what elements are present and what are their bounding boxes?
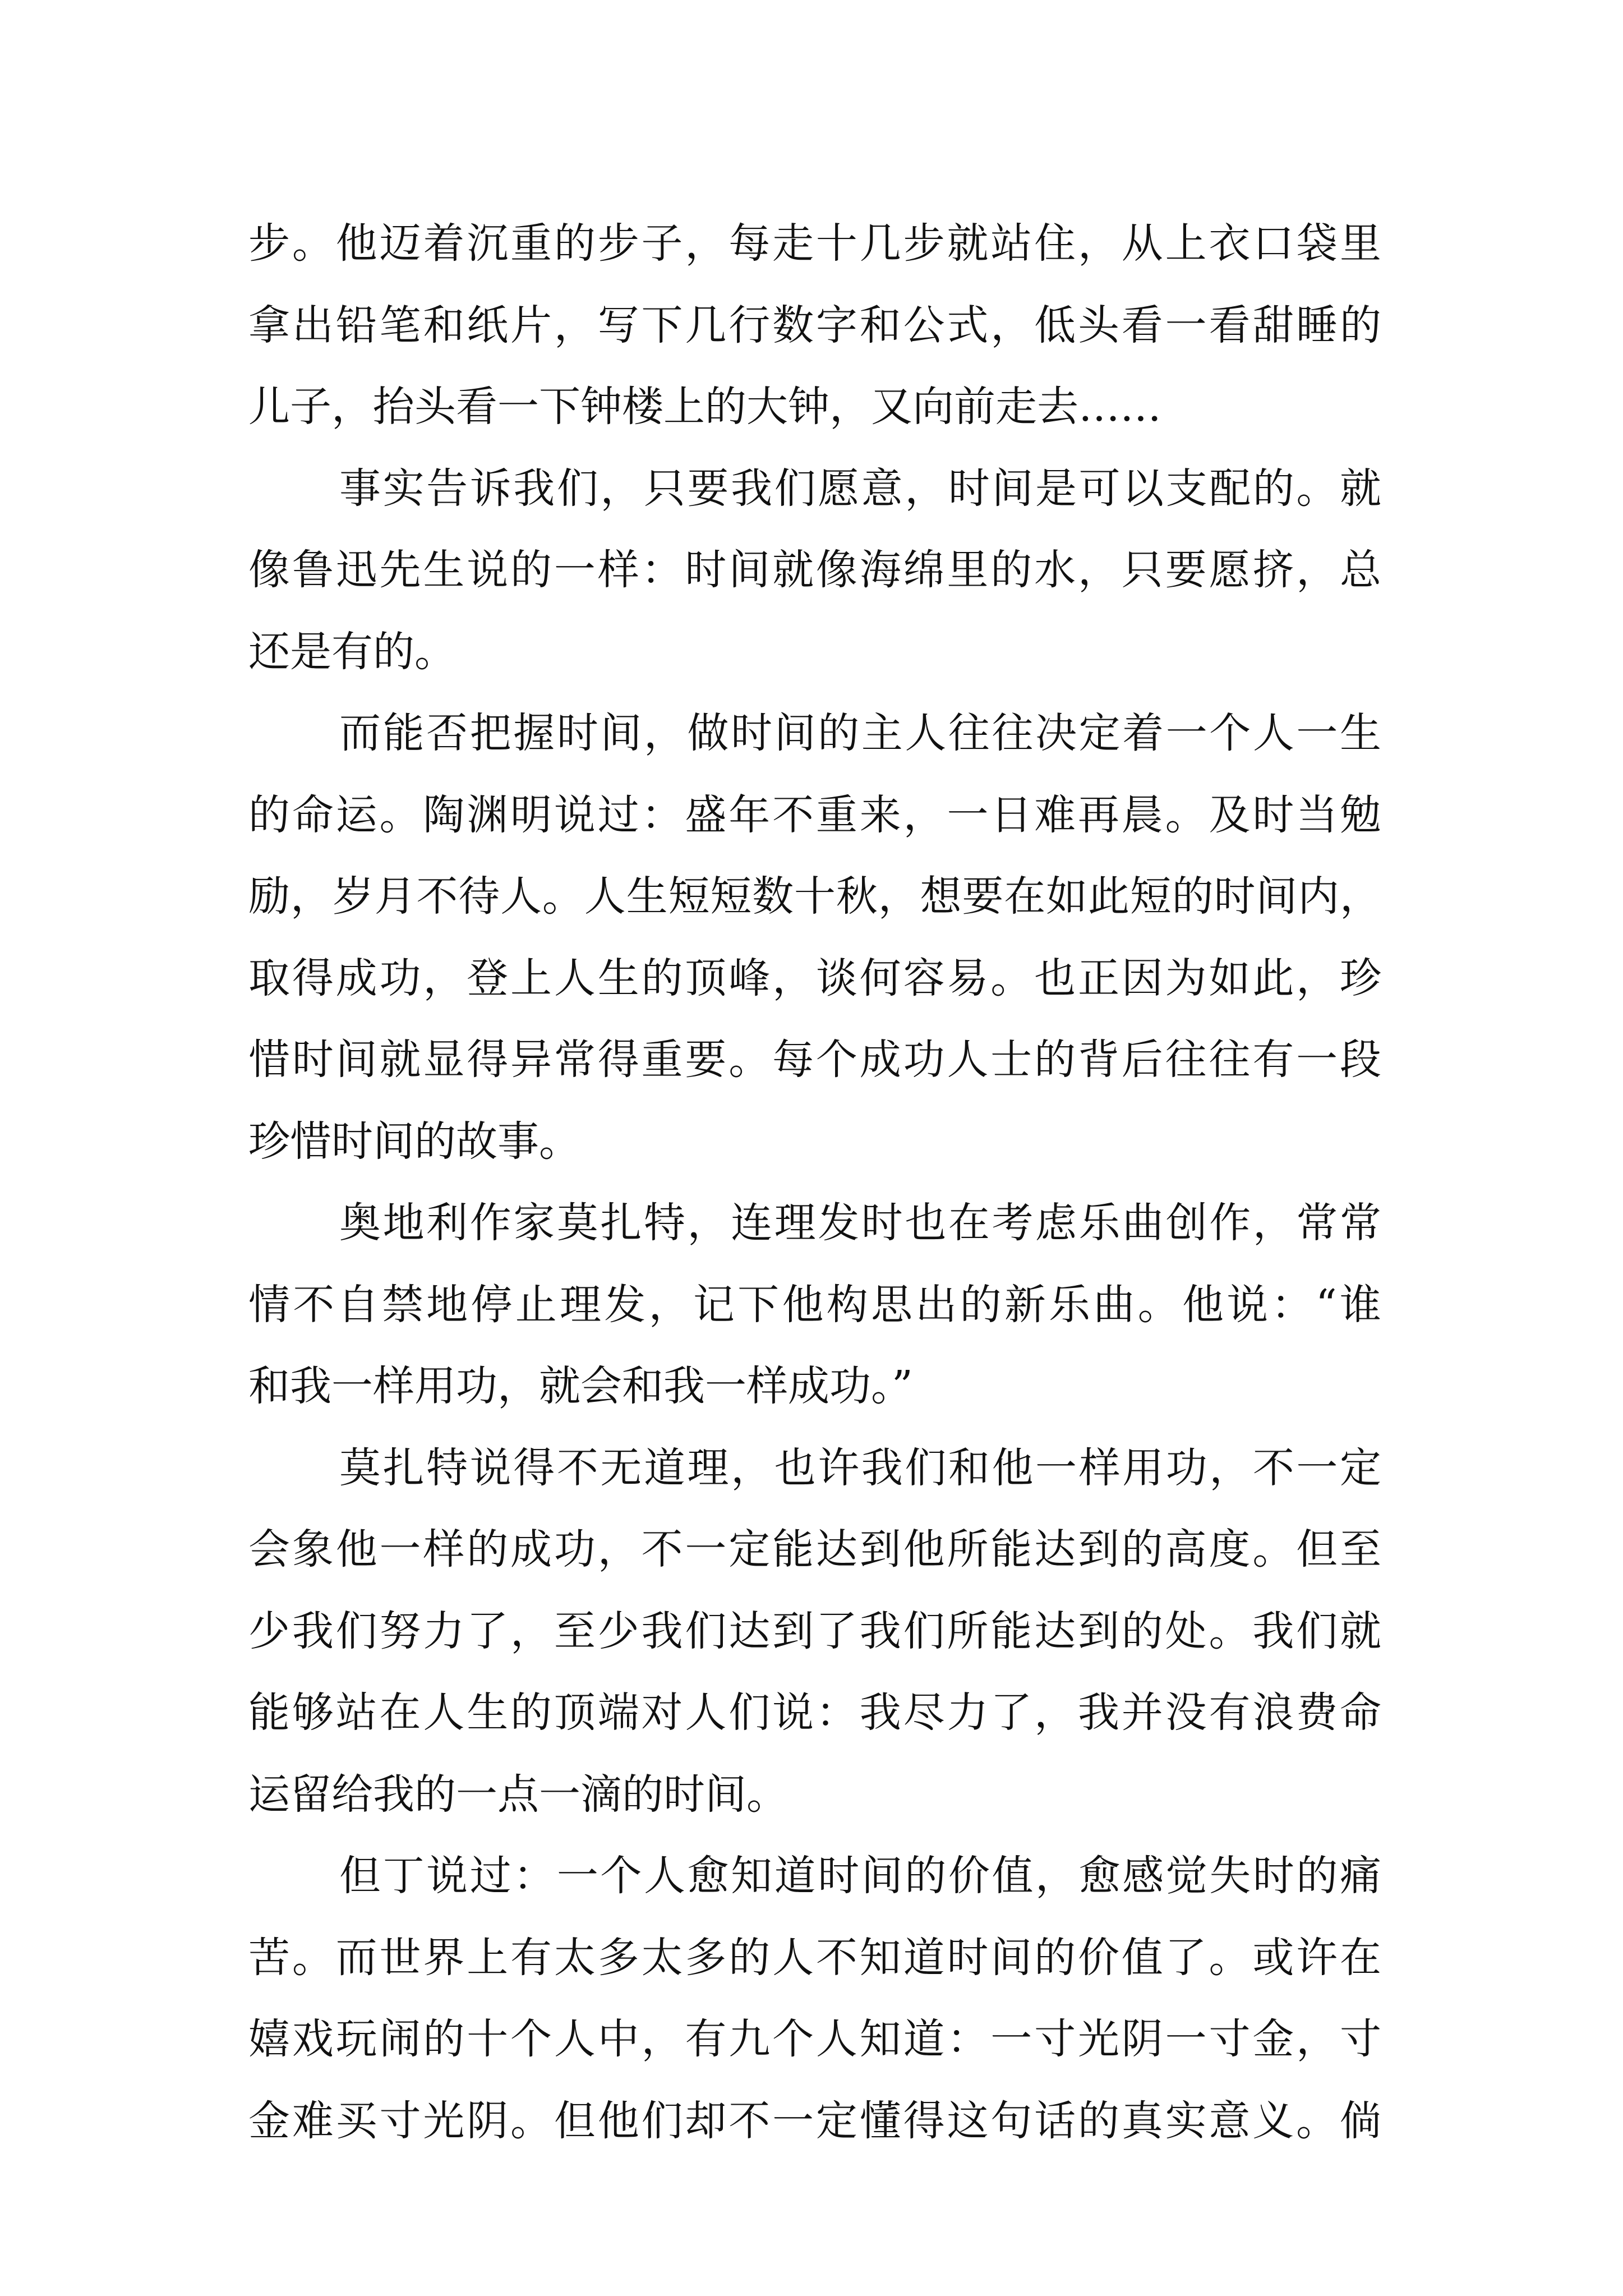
text-line: 步。他迈着沉重的步子，每走十几步就站住，从上衣口袋里 (248, 219, 1381, 268)
paragraph-4 (248, 1182, 1381, 1428)
text-line: 奥地利作家莫扎特，连理发时也在考虑乐曲创作，常常 (339, 1199, 1381, 1247)
body-text (248, 203, 1381, 2162)
text-line: 事实告诉我们，只要我们愿意，时间是可以支配的。就 (339, 464, 1381, 513)
text-line: 儿子，抬头看一下钟楼上的大钟，又向前走去…… (248, 383, 1161, 431)
text-line: 珍惜时间的故事。 (248, 1117, 580, 1166)
text-line: 和我一样用功，就会和我一样成功。” (248, 1362, 913, 1410)
text-line: 运留给我的一点一滴的时间。 (248, 1770, 788, 1819)
paragraph-5 (248, 1428, 1381, 1836)
text-line: 而能否把握时间，做时间的主人往往决定着一个人一生 (339, 709, 1381, 757)
paragraph-1 (248, 203, 1381, 448)
text-line: 拿出铅笔和纸片，写下几行数字和公式，低头看一看甜睡的 (248, 301, 1381, 349)
text-line: 取得成功，登上人生的顶峰，谈何容易。也正因为如此，珍 (248, 954, 1381, 1002)
text-line: 莫扎特说得不无道理，也许我们和他一样用功，不一定 (339, 1443, 1381, 1492)
paragraph-6 (248, 1835, 1381, 2162)
paragraph-3 (248, 693, 1381, 1182)
text-line: 励，岁月不待人。人生短短数十秋，想要在如此短的时间内， (248, 872, 1381, 921)
text-line: 还是有的。 (248, 627, 456, 676)
text-line: 嬉戏玩闹的十个人中，有九个人知道：一寸光阴一寸金，寸 (248, 2015, 1381, 2063)
text-line: 能够站在人生的顶端对人们说：我尽力了，我并没有浪费命 (248, 1688, 1381, 1737)
text-line: 像鲁迅先生说的一样：时间就像海绵里的水，只要愿挤，总 (248, 546, 1381, 594)
text-line: 苦。而世界上有太多太多的人不知道时间的价值了。或许在 (248, 1933, 1381, 1982)
text-line: 金难买寸光阴。但他们却不一定懂得这句话的真实意义。倘 (248, 2096, 1381, 2145)
text-line: 惜时间就显得异常得重要。每个成功人士的背后往往有一段 (248, 1036, 1381, 1084)
text-line: 少我们努力了，至少我们达到了我们所能达到的处。我们就 (248, 1607, 1381, 1655)
text-line: 但丁说过：一个人愈知道时间的价值，愈感觉失时的痛 (339, 1852, 1381, 1900)
paragraph-2 (248, 448, 1381, 693)
text-line: 会象他一样的成功，不一定能达到他所能达到的高度。但至 (248, 1525, 1381, 1573)
text-line: 情不自禁地停止理发，记下他构思出的新乐曲。他说：“谁 (248, 1280, 1381, 1329)
text-line: 的命运。陶渊明说过：盛年不重来，一日难再晨。及时当勉 (248, 790, 1381, 839)
